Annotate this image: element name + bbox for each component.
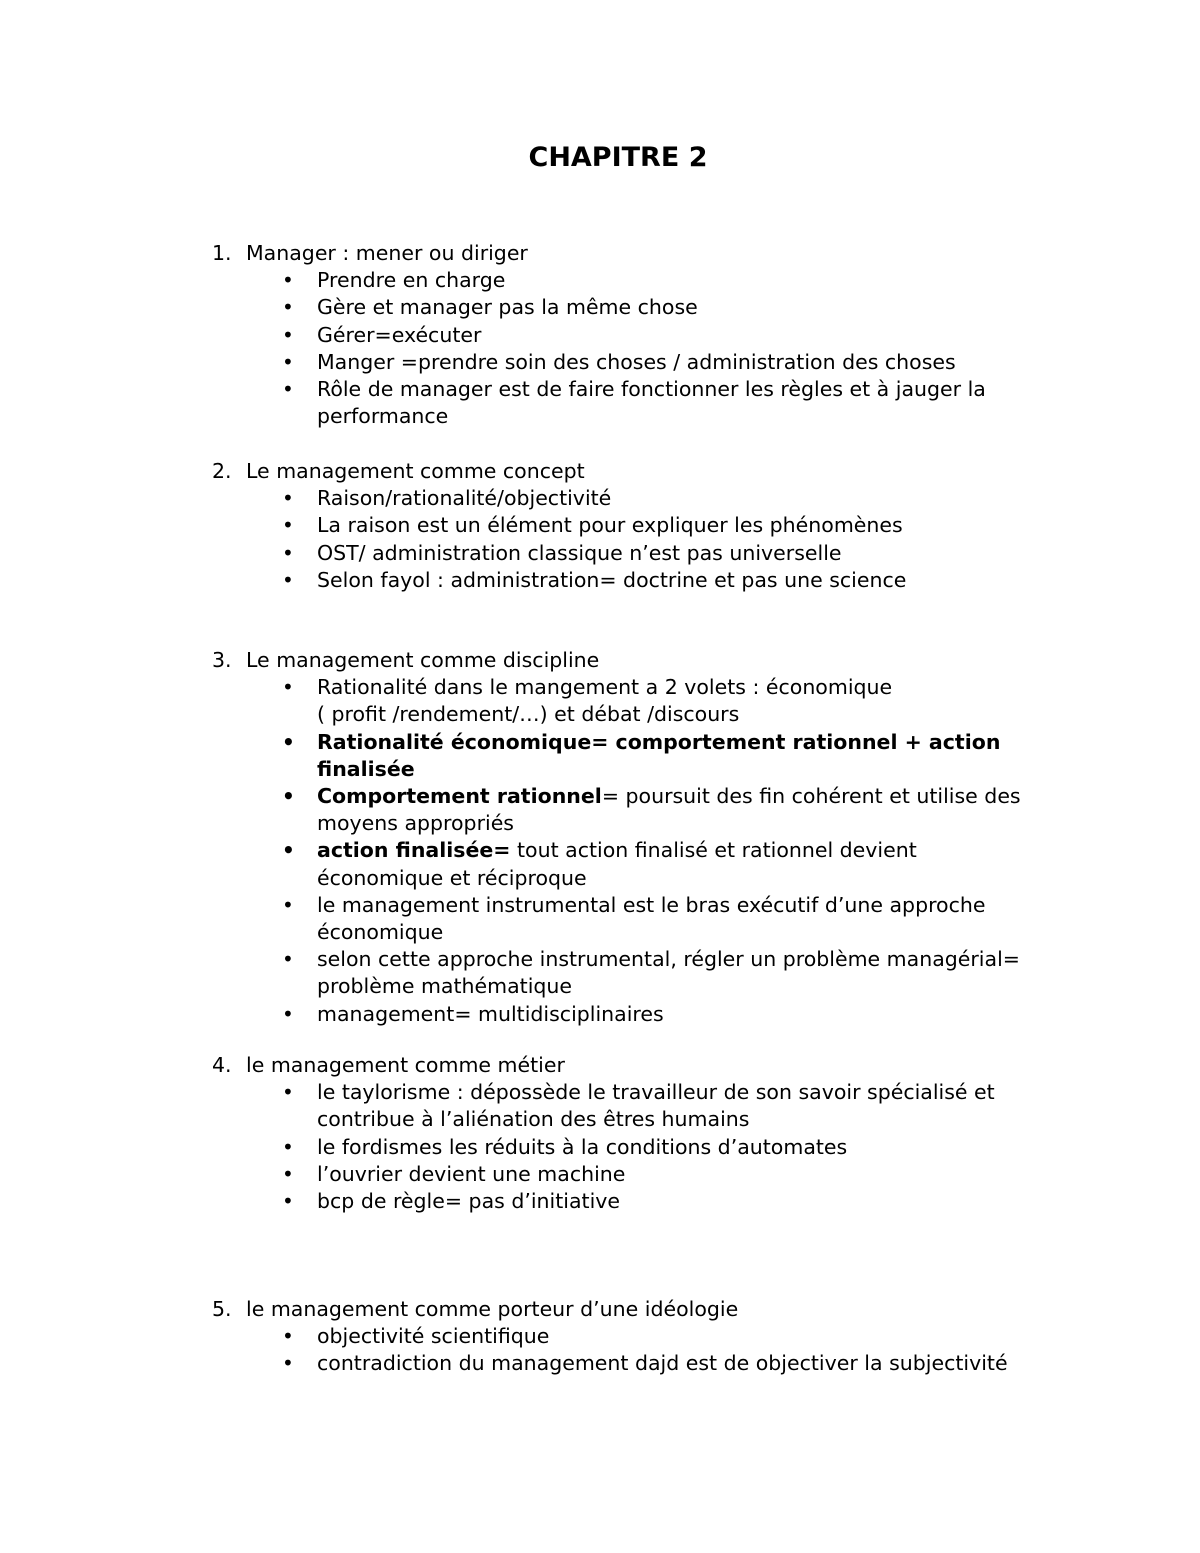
list-item bbox=[212, 1134, 1027, 1161]
list-item bbox=[212, 1079, 1027, 1133]
list-item bbox=[212, 1188, 1027, 1215]
list-item bbox=[212, 322, 1027, 349]
bullet-icon: • bbox=[282, 349, 294, 374]
section-heading-text: Le management comme concept bbox=[246, 459, 585, 483]
list-item bbox=[212, 567, 1027, 594]
bullet-icon: • bbox=[282, 1161, 294, 1186]
list-item bbox=[212, 674, 1027, 728]
section-4 bbox=[212, 1052, 1042, 1215]
bullet-icon: • bbox=[282, 295, 294, 320]
list-item bbox=[212, 1001, 1027, 1028]
bullet-list bbox=[212, 1079, 1042, 1215]
list-item bbox=[212, 1161, 1027, 1188]
bullet-icon: • bbox=[282, 1080, 294, 1105]
list-item bbox=[212, 1323, 1027, 1350]
bullet-icon: • bbox=[282, 838, 295, 863]
list-item-text: selon cette approche instrumental, régler un problème managérial= problème mathématique bbox=[317, 947, 1020, 999]
term-bold: Comportement rationnel bbox=[317, 784, 602, 809]
list-item-text: Manger =prendre soin des choses / administration des choses bbox=[317, 349, 956, 374]
list-item-text: l’ouvrier devient une machine bbox=[317, 1161, 626, 1186]
list-item bbox=[212, 783, 1027, 837]
bullet-icon: • bbox=[282, 784, 295, 809]
section-number: 2. bbox=[212, 459, 232, 483]
list-item-text: tout action finalisé et rationnel devient économique et réciproque bbox=[317, 838, 917, 890]
term-bold: action finalisée= bbox=[317, 838, 511, 863]
list-item bbox=[212, 512, 1027, 539]
bullet-icon: • bbox=[282, 268, 294, 293]
section-heading-text: le management comme porteur d’une idéologie bbox=[246, 1297, 739, 1321]
section-heading bbox=[212, 240, 1042, 267]
list-item bbox=[212, 946, 1027, 1000]
list-item-text: objectivité scientifique bbox=[317, 1324, 550, 1349]
bullet-list bbox=[212, 485, 1042, 594]
section-5 bbox=[212, 1296, 1042, 1378]
list-item-text: La raison est un élément pour expliquer les phénomènes bbox=[317, 513, 903, 538]
list-item-text: bcp de règle= pas d’initiative bbox=[317, 1189, 621, 1214]
list-item bbox=[212, 892, 1027, 946]
bullet-icon: • bbox=[282, 947, 294, 972]
section-heading bbox=[212, 647, 1042, 674]
list-item-text: management= multidisciplinaires bbox=[317, 1001, 664, 1026]
list-item-text: = poursuit des fin cohérent et utilise des moyens appropriés bbox=[317, 784, 1021, 836]
bullet-icon: • bbox=[282, 729, 295, 754]
list-item-text: OST/ administration classique n’est pas universelle bbox=[317, 540, 842, 565]
list-item bbox=[212, 837, 1027, 891]
section-number: 5. bbox=[212, 1297, 232, 1321]
bullet-icon: • bbox=[282, 1351, 294, 1376]
list-item bbox=[212, 485, 1027, 512]
list-item-text: Rationalité économique= comportement rationnel + action finalisée bbox=[317, 729, 1001, 781]
list-item bbox=[212, 376, 1027, 430]
bullet-icon: • bbox=[282, 1134, 294, 1159]
list-item bbox=[212, 729, 1027, 783]
section-heading-text: Le management comme discipline bbox=[246, 648, 600, 672]
section-heading bbox=[212, 1052, 1042, 1079]
list-item-text: le taylorisme : dépossède le travailleur de son savoir spécialisé et contribue à l’aliénation des êtres humains bbox=[317, 1080, 995, 1132]
section-heading-text: le management comme métier bbox=[246, 1053, 565, 1077]
page-title: CHAPITRE 2 bbox=[528, 142, 708, 173]
list-item bbox=[212, 1350, 1027, 1377]
section-heading bbox=[212, 458, 1042, 485]
section-heading bbox=[212, 1296, 1042, 1323]
section-number: 4. bbox=[212, 1053, 232, 1077]
list-item bbox=[212, 267, 1027, 294]
list-item-text: Prendre en charge bbox=[317, 268, 506, 293]
bullet-icon: • bbox=[282, 675, 294, 700]
list-item-text: Selon fayol : administration= doctrine et pas une science bbox=[317, 567, 907, 592]
list-item-text: le fordismes les réduits à la conditions d’automates bbox=[317, 1134, 848, 1159]
list-item-text: Rôle de manager est de faire fonctionner les règles et à jauger la performance bbox=[317, 377, 986, 429]
bullet-icon: • bbox=[282, 322, 294, 347]
list-item-text: contradiction du management dajd est de objectiver la subjectivité bbox=[317, 1351, 1008, 1376]
section-heading-text: Manager : mener ou diriger bbox=[246, 241, 528, 265]
list-item-text: le management instrumental est le bras exécutif d’une approche économique bbox=[317, 892, 986, 945]
section-2 bbox=[212, 458, 1042, 594]
bullet-icon: • bbox=[282, 1324, 294, 1349]
bullet-icon: • bbox=[282, 377, 294, 402]
list-item bbox=[212, 294, 1027, 321]
list-item-text: Gérer=exécuter bbox=[317, 322, 482, 347]
section-number: 1. bbox=[212, 241, 232, 265]
list-item bbox=[212, 349, 1027, 376]
bullet-list bbox=[212, 674, 1042, 1028]
list-item-text: Raison/rationalité/objectivité bbox=[317, 486, 612, 511]
list-item-text: Rationalité dans le mangement a 2 volets : économique bbox=[317, 675, 893, 700]
section-1 bbox=[212, 240, 1042, 430]
bullet-list bbox=[212, 267, 1042, 430]
list-item-text-continued: ( profit /rendement/…) et débat /discours bbox=[317, 702, 740, 727]
section-3 bbox=[212, 647, 1042, 1028]
bullet-list bbox=[212, 1323, 1042, 1377]
list-item-text: Gère et manager pas la même chose bbox=[317, 295, 698, 320]
bullet-icon: • bbox=[282, 540, 294, 565]
section-number: 3. bbox=[212, 648, 232, 672]
bullet-icon: • bbox=[282, 513, 294, 538]
bullet-icon: • bbox=[282, 486, 294, 511]
bullet-icon: • bbox=[282, 567, 294, 592]
bullet-icon: • bbox=[282, 1001, 294, 1026]
bullet-icon: • bbox=[282, 892, 294, 917]
bullet-icon: • bbox=[282, 1189, 294, 1214]
list-item bbox=[212, 540, 1027, 567]
